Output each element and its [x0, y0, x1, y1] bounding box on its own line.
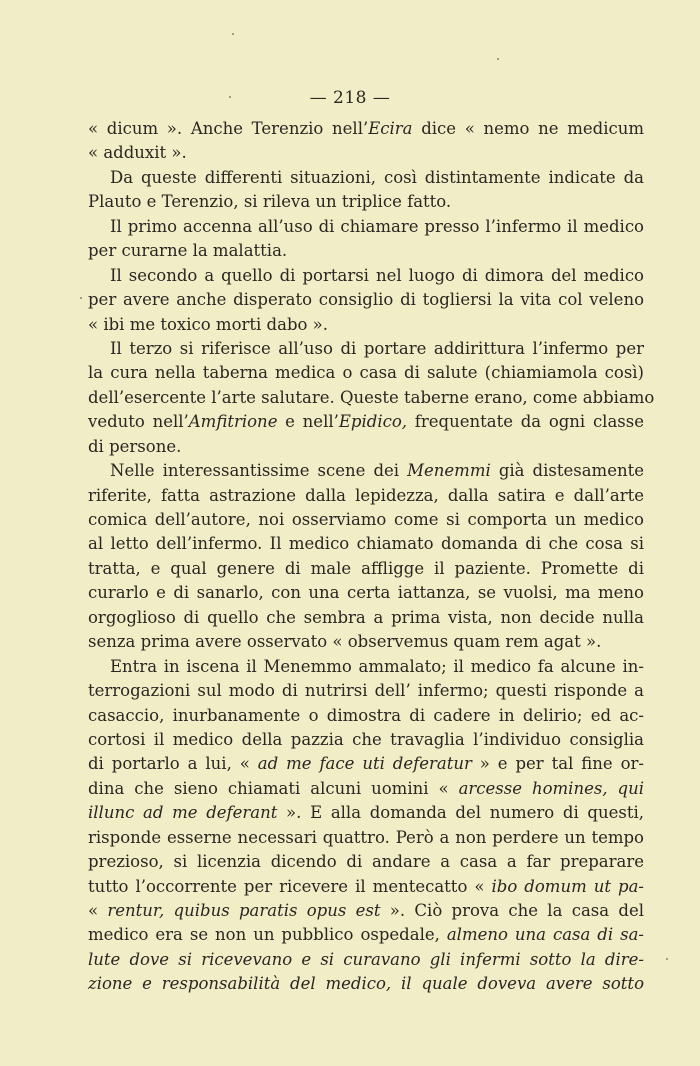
italic-text: Menemmi: [407, 461, 491, 481]
text-run: al letto dell’infermo. Il medico chiamato domanda di che cosa si: [88, 534, 644, 554]
text-run: di portarlo a lui, «: [88, 754, 258, 774]
text-run: Il secondo a quello di portarsi nel luogo di dimora del medico: [110, 265, 644, 285]
text-run: « dicum ». Anche Terenzio nell’: [88, 119, 369, 138]
text-run: curarlo e di sanarlo, con una certa iattanza, se vuolsi, ma meno: [88, 583, 644, 603]
text-run: frequentate da ogni classe: [407, 412, 644, 432]
text-run: e nell’: [277, 412, 339, 432]
text-run: cortosi il medico della pazzia che travaglia l’individuo consiglia: [88, 729, 644, 749]
text-line: [88, 777, 644, 801]
text-line: [88, 508, 644, 532]
text-run: tratta, e qual genere di male affligge il paziente. Promette di: [88, 558, 644, 578]
text-line: [88, 264, 644, 288]
text-run: di persone.: [88, 436, 182, 456]
text-run: veduto nell’: [88, 412, 189, 432]
italic-text: ibo domum ut pa-: [491, 876, 644, 896]
paper-speck: [232, 33, 234, 35]
text-run: Entra in iscena il Menemmo ammalato; il medico fa alcune in-: [110, 656, 644, 676]
page-number: — 218 —: [309, 88, 391, 108]
italic-text: lute dove si ricevevano e si curavano gli infermi sotto la dire-: [88, 949, 644, 969]
text-line: [88, 361, 644, 385]
paper-speck: [497, 58, 499, 60]
text-run: senza prima avere osservato « observemus quam rem agat ».: [88, 632, 602, 652]
italic-text: Epidico,: [338, 412, 408, 432]
text-line: [88, 557, 644, 581]
text-line: [88, 826, 644, 850]
text-line: [88, 288, 644, 312]
italic-text: zione e responsabilità del medico, il quale doveva avere sotto: [88, 974, 644, 994]
text-run: Il terzo si riferisce all’uso di portare addirittura l’infermo per: [110, 338, 644, 358]
text-line: [88, 190, 644, 214]
text-run: comica dell’autore, noi osserviamo come si comporta un medico: [88, 510, 644, 529]
italic-text: rentur, quibus paratis opus est: [107, 901, 381, 920]
text-line: [88, 337, 644, 361]
text-run: Nelle interessantissime scene dei: [110, 461, 408, 481]
text-line: [88, 630, 644, 654]
text-run: » e per tal fine or-: [471, 754, 645, 774]
text-line: [88, 679, 644, 703]
text-line: [88, 972, 644, 996]
paper-speck: [229, 96, 231, 98]
text-line: [88, 899, 644, 923]
text-line: [88, 655, 644, 679]
text-line: [88, 459, 644, 483]
text-line: [88, 801, 644, 825]
text-run: Da queste differenti situazioni, così distintamente indicate da: [110, 167, 644, 187]
text-run: orgoglioso di quello che sembra a prima vista, non decide nulla: [88, 607, 644, 627]
paper-speck: [666, 958, 668, 960]
italic-text: illunc ad me deferant: [88, 803, 278, 823]
text-line: [88, 484, 644, 508]
text-line: [88, 166, 644, 190]
text-line: [88, 728, 644, 752]
text-run: dina che sieno chiamati alcuni uomini «: [88, 778, 459, 798]
text-run: la cura nella taberna medica o casa di salute (chiamiamola così): [88, 363, 644, 383]
text-line: [88, 875, 644, 899]
text-run: terrogazioni sul modo di nutrirsi dell’ infermo; questi risponde a: [88, 681, 644, 701]
text-run: dice « nemo ne medicum: [412, 119, 644, 138]
text-run: «: [88, 901, 108, 920]
text-line: [88, 313, 644, 337]
text-run: medico era se non un pubblico ospedale,: [88, 925, 447, 945]
paper-speck: [80, 297, 82, 299]
text-run: Plauto e Terenzio, si rileva un triplice fatto.: [88, 192, 452, 212]
text-run: ». E alla domanda del numero di questi,: [277, 803, 644, 823]
text-run: risponde esserne necessari quattro. Però a non perdere un tempo: [88, 827, 644, 847]
text-line: [88, 435, 644, 459]
text-run: per curarne la malattia.: [88, 241, 288, 261]
text-line: [88, 752, 644, 776]
text-line: [88, 410, 644, 434]
text-line: [88, 239, 644, 263]
italic-text: Ecira: [368, 119, 413, 138]
text-run: « adduxit ».: [88, 143, 187, 163]
text-run: casaccio, inurbanamente o dimostra di cadere in delirio; ed ac-: [88, 705, 644, 725]
italic-text: ad me face uti deferatur: [257, 754, 472, 774]
text-line: [88, 850, 644, 874]
text-run: prezioso, si licenzia dicendo di andare a casa a far preparare: [88, 852, 644, 872]
text-line: [88, 581, 644, 605]
text-run: « ibi me toxico morti dabo ».: [88, 314, 329, 334]
text-line: [88, 215, 644, 239]
text-line: [88, 386, 655, 410]
text-line: [88, 923, 644, 947]
text-run: già distesamente: [490, 461, 644, 481]
text-run: riferite, fatta astrazione dalla lepidezza, dalla satira e dall’arte: [88, 485, 644, 505]
italic-text: Amfitrione: [188, 412, 278, 432]
text-line: [88, 117, 644, 141]
text-line: [88, 948, 644, 972]
text-line: [88, 704, 644, 728]
text-run: tutto l’occorrente per ricevere il mentecatto «: [88, 876, 492, 896]
italic-text: almeno una casa di sa-: [446, 925, 644, 945]
text-line: [88, 141, 644, 165]
italic-text: arcesse homines, qui: [458, 778, 644, 798]
text-run: dell’esercente l’arte salutare. Queste taberne erano, come abbiamo: [88, 387, 655, 407]
body-text: [88, 117, 655, 997]
text-run: Il primo accenna all’uso di chiamare presso l’infermo il medico: [110, 216, 644, 236]
text-run: ». Ciò prova che la casa del: [380, 901, 644, 920]
text-run: per avere anche disperato consiglio di togliersi la vita col veleno: [88, 290, 644, 310]
text-line: [88, 606, 644, 630]
text-line: [88, 532, 644, 556]
